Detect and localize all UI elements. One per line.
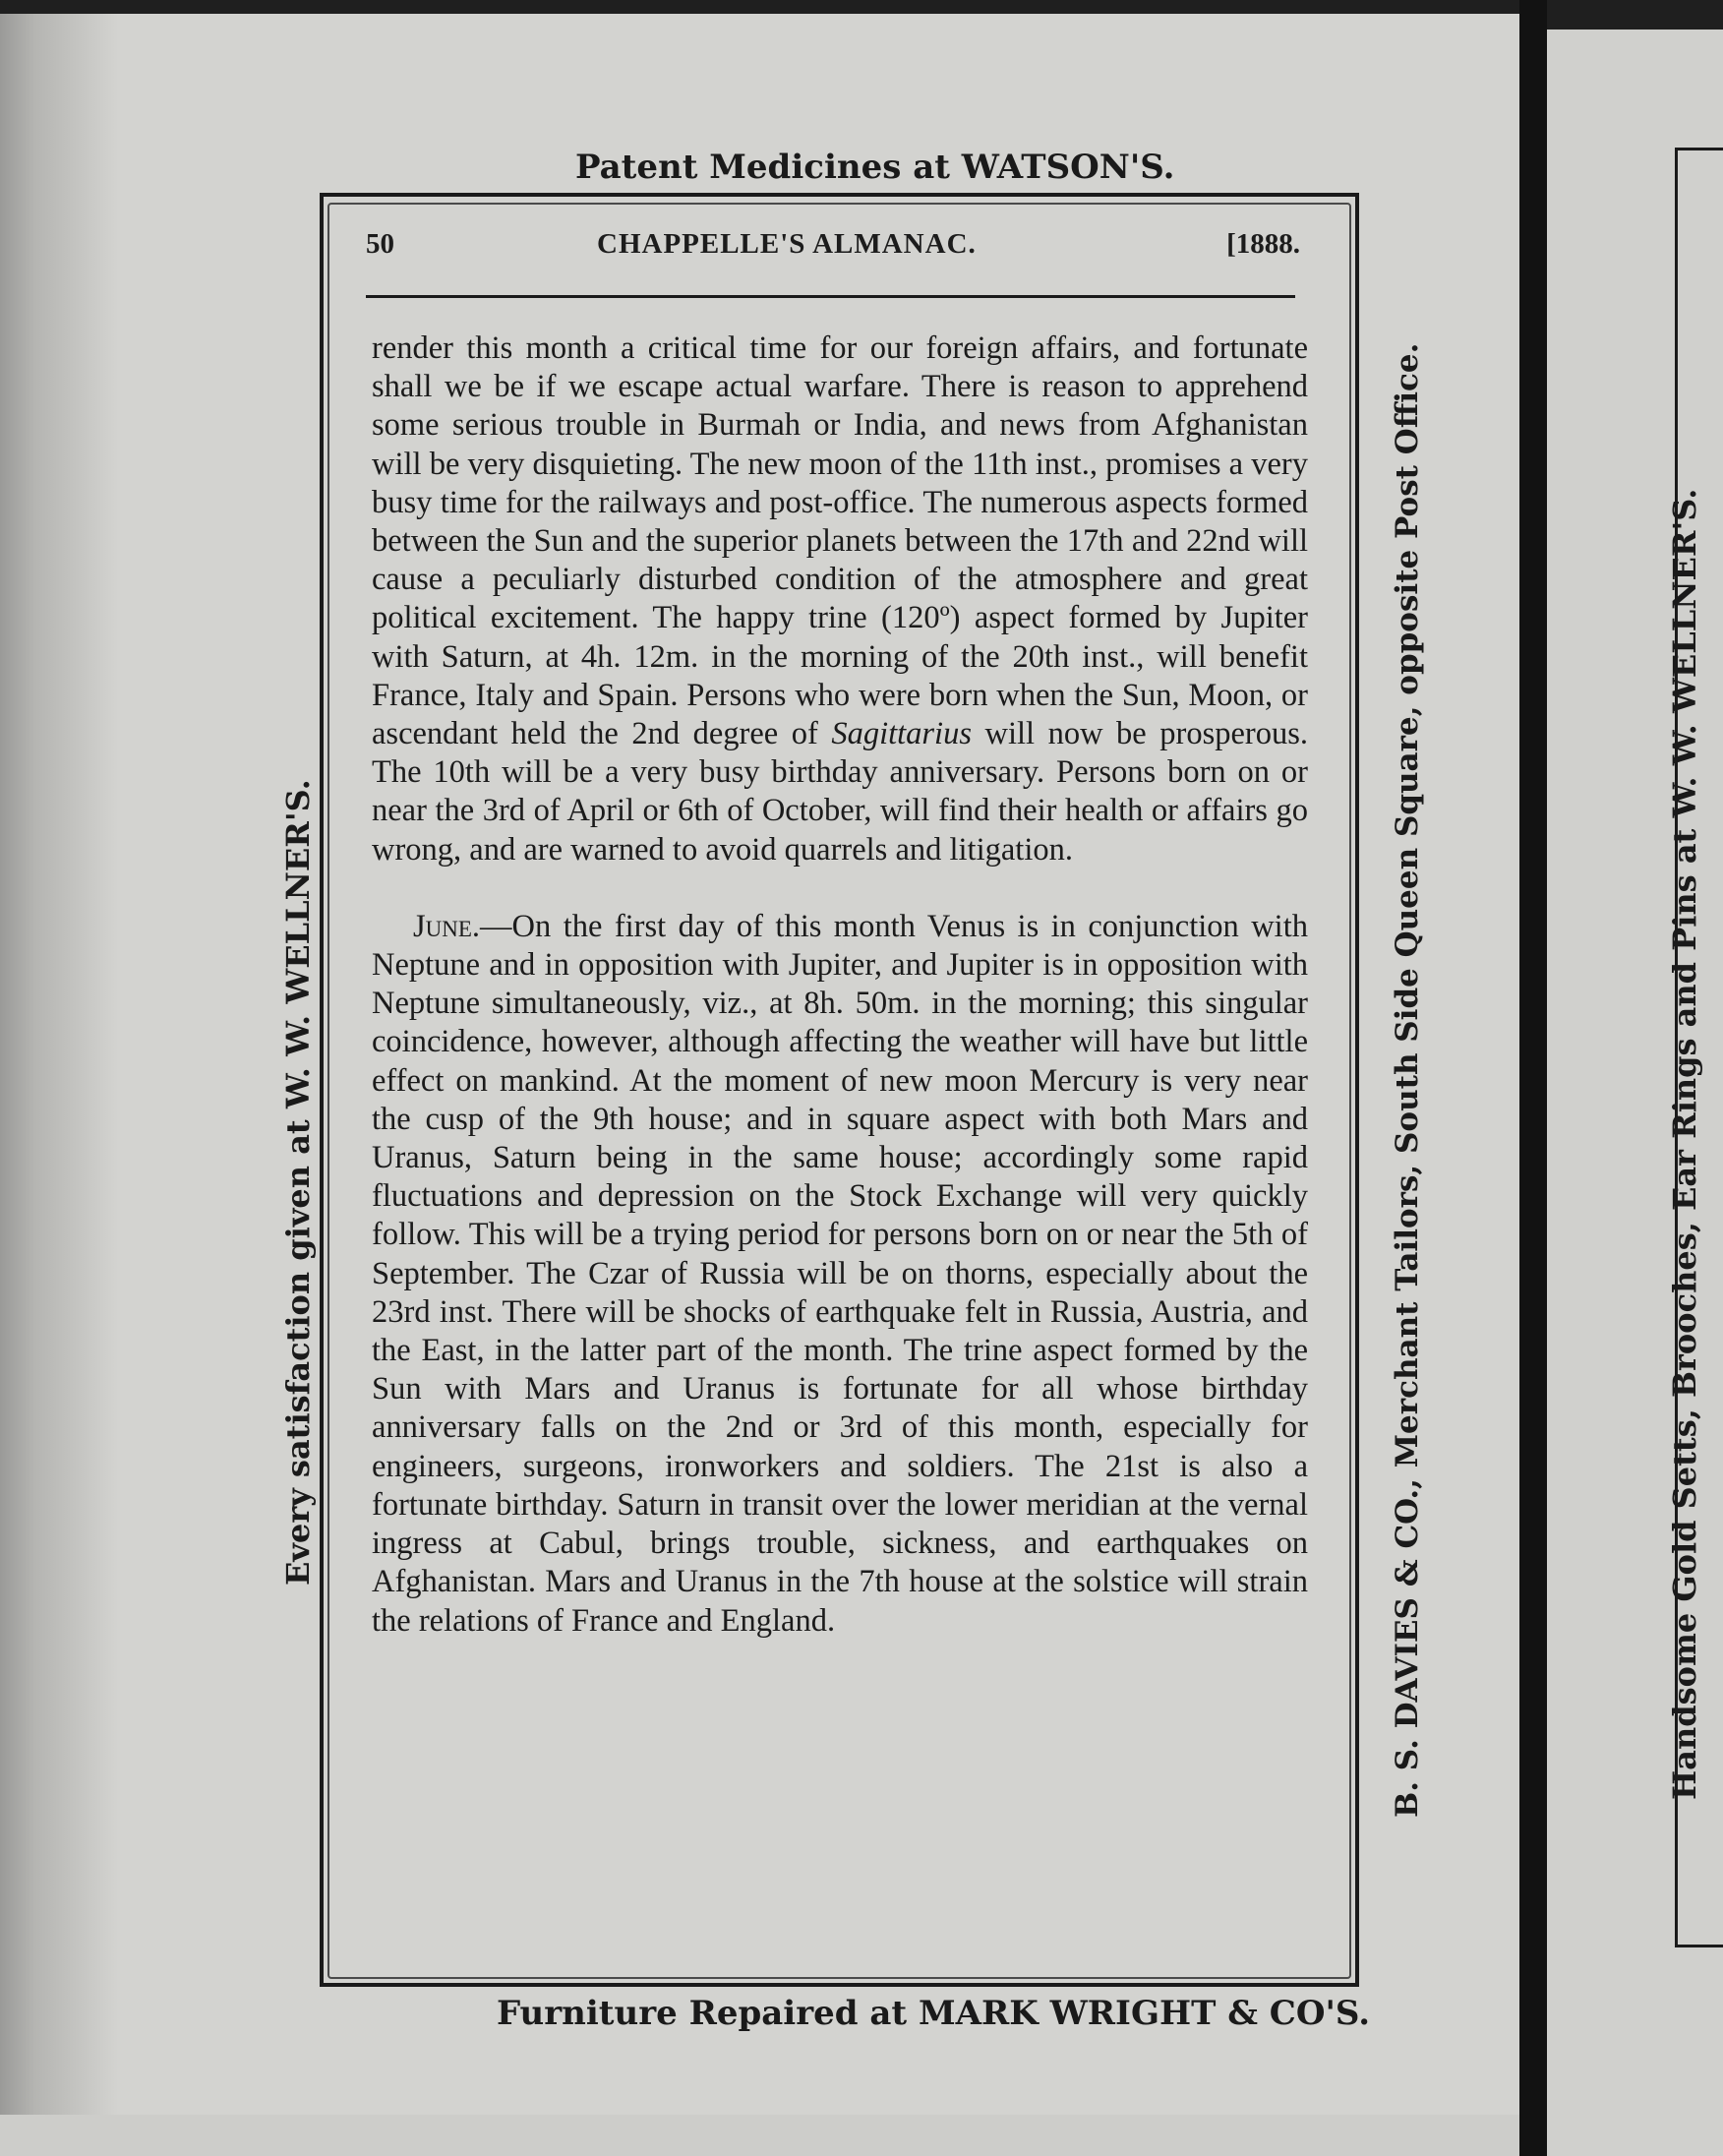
almanac-title: CHAPPELLE'S ALMANAC. xyxy=(597,228,977,260)
paragraph-june: June.—On the first day of this month Venus is in conjunction with Neptune and in opposition with Jupiter, and Jupiter is in opposition with Neptune simultaneously, viz., at 8h. 50m. in the morning; this singular coincidence, however, although affecting the weather will have but little effect on mankind. At the moment of new moon Mercury is very near the cusp of the 9th house; and in square aspect with both Mars and Uranus, Saturn being in the same house; accordingly some rapid fluctuations and depression on the Stock Exchange will very quickly follow. This will be a trying period for persons born on or near the 5th of September. The Czar of Russia will be on thorns, especially about the 23rd inst. There will be shocks of earthquake felt in Russia, Austria, and the East, in the latter part of the month. The trine aspect formed by the Sun with Mars and Uranus is fortunate for all whose birthday anniversary falls on the 2nd or 3rd of this month, especially for engineers, surgeons, ironworkers and soldiers. The 21st is also a fortunate birthday. Saturn in transit over the lower meridian at the vernal ingress at Cabul, brings trouble, sickness, and earthquakes on Afghanistan. Mars and Uranus in the 7th house at the solstice will strain the relations of France and England. xyxy=(372,908,1308,1639)
page-bottom xyxy=(0,2115,1519,2156)
header-rule xyxy=(366,295,1295,298)
section-lead: June. xyxy=(413,908,481,944)
right-margin-advertisement: B. S. DAVIES & CO., Merchant Tailors, South Side Queen Square, opposite Post Office. xyxy=(1390,342,1425,1818)
page-edge-shadow xyxy=(0,14,118,2156)
bottom-advertisement: Furniture Repaired at MARK WRIGHT & CO'S. xyxy=(497,1994,1371,2033)
top-advertisement: Patent Medicines at WATSON'S. xyxy=(575,148,1175,187)
italic-term: Sagittarius xyxy=(831,716,972,752)
paragraph-may-continued: render this month a critical time for our foreign affairs, and fortunate shall we be if we escape actual warfare. There is reason to apprehend some serious trouble in Burmah or India, and news from Afghanistan will be very disquieting. The new moon of the 11th inst., promises a very busy time for the railways and post-office. The numerous aspects formed between the Sun and the superior planets between the 17th and 22nd will cause a peculiarly disturbed condition of the atmosphere and great political excitement. The happy trine (120º) aspect formed by Jupiter with Saturn, at 4h. 12m. in the morning of the 20th inst., will benefit France, Italy and Spain. Persons who were born when the Sun, Moon, or ascendant held the 2nd degree of Sagittarius will now be prosperous. The 10th will be a very busy birthday anniversary. Persons born on or near the 3rd of April or 6th of October, will find their health or affairs go wrong, and are warned to avoid quarrels and litigation. xyxy=(372,330,1308,868)
article-body xyxy=(372,329,1308,1641)
facing-page-advertisement: Handsome Gold Setts, Brooches, Ear Rings and Pins at W. W. WELLNER'S. xyxy=(1666,488,1703,1800)
book-gutter xyxy=(1519,0,1547,2156)
page-number: 50 xyxy=(366,228,394,260)
header-year: [1888. xyxy=(1226,228,1300,260)
running-header xyxy=(366,228,1300,271)
left-margin-advertisement: Every satisfaction given at W. W. WELLNER'S. xyxy=(279,779,317,1586)
